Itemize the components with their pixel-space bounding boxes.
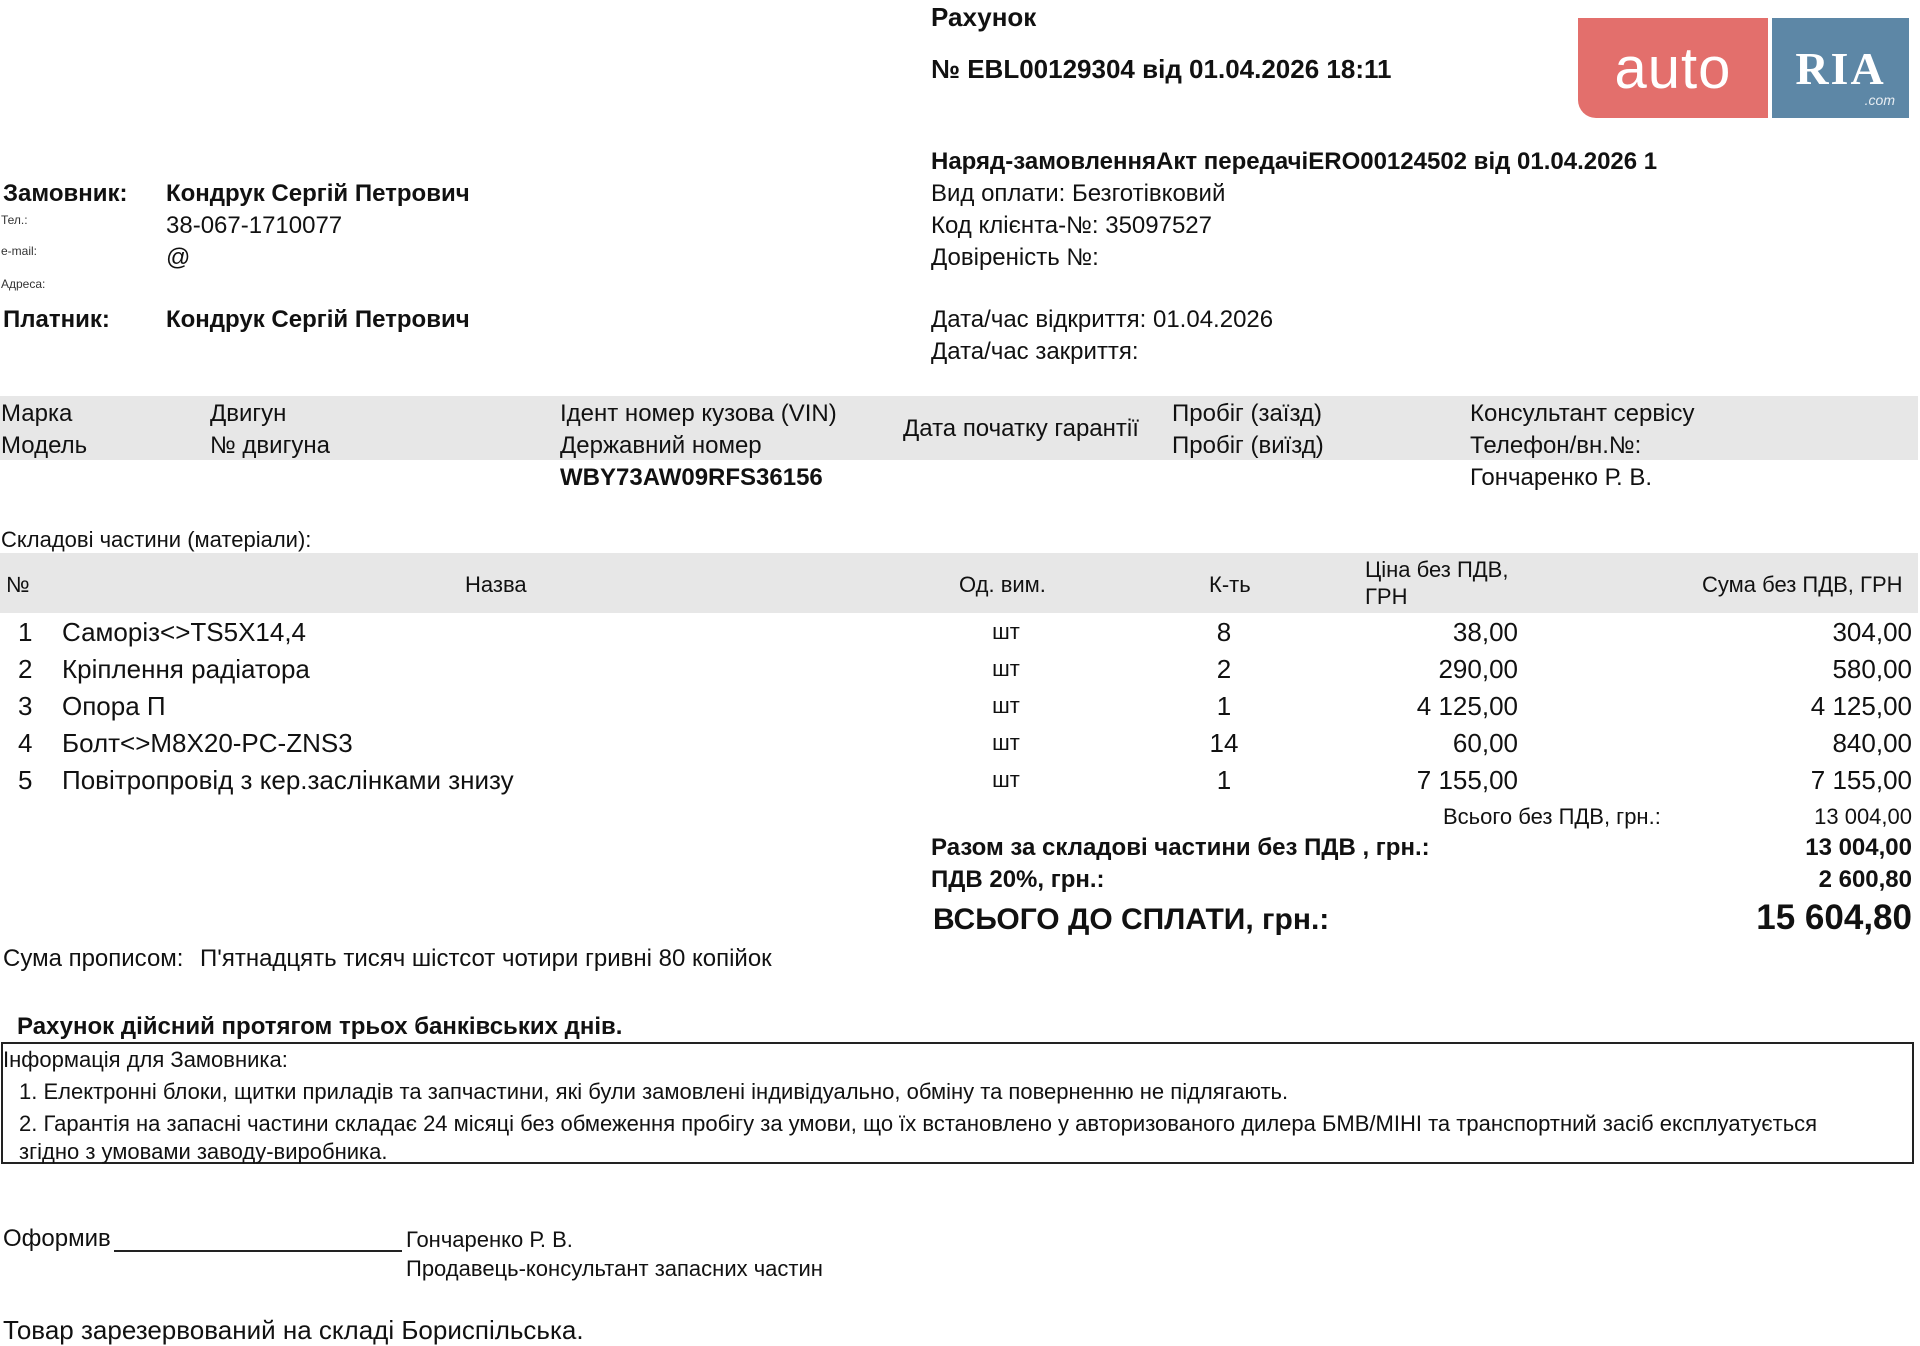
consultant-name: Гончаренко Р. В.: [1470, 464, 1653, 491]
vin-label: Ідент номер кузова (VIN): [560, 400, 837, 427]
grand-total-value: 15 604,80: [1756, 898, 1912, 937]
parts-total-value: 13 004,00: [1805, 834, 1912, 861]
col-header-number: №: [6, 572, 30, 597]
signature-label: Оформив: [3, 1225, 111, 1252]
vin-value: WBY73AW09RFS36156: [560, 464, 823, 491]
customer-phone: 38-067-1710077: [166, 212, 343, 239]
row-sum: 840,00: [1832, 728, 1912, 758]
row-price: 4 125,00: [1416, 691, 1518, 721]
col-header-price-1: Ціна без ПДВ,: [1365, 557, 1509, 582]
proxy-number: Довіреність №:: [931, 244, 1099, 271]
col-header-qty: К-ть: [1209, 572, 1251, 597]
row-price: 290,00: [1438, 654, 1518, 684]
order-line: Наряд-замовленняАкт передачіERO00124502 від 01.04.2026 1: [931, 148, 1658, 175]
invoice-number: № EBL00129304 від 01.04.2026 18:11: [931, 54, 1392, 84]
col-header-unit: Од. вим.: [959, 572, 1046, 597]
amount-words-label: Сума прописом:: [3, 945, 184, 972]
row-name: Кріплення радіатора: [62, 654, 310, 684]
subtotal-value: 13 004,00: [1814, 804, 1912, 829]
row-number: 4: [18, 728, 33, 758]
payer-name: Кондрук Сергій Петрович: [166, 306, 470, 333]
engine-number-label: № двигуна: [210, 432, 330, 459]
phone-label: Тел.:: [1, 213, 28, 227]
mileage-in-label: Пробіг (заїзд): [1172, 400, 1322, 427]
info-item-2b: згідно з умовами заводу-виробника.: [19, 1139, 388, 1164]
row-qty: 14: [1209, 728, 1239, 758]
warranty-start-label: Дата початку гарантії: [903, 415, 1139, 442]
col-header-name: Назва: [465, 572, 527, 597]
model-label: Модель: [1, 432, 88, 459]
reservation-note: Товар зарезервований на складі Бориспільська.: [3, 1315, 584, 1345]
consultant-phone-label: Телефон/вн.№:: [1470, 432, 1642, 459]
subtotal-label: Всього без ПДВ, грн.:: [1443, 804, 1661, 829]
payer-label: Платник:: [3, 306, 110, 333]
col-header-sum: Сума без ПДВ, ГРН: [1702, 572, 1903, 597]
engine-label: Двигун: [210, 400, 287, 427]
row-qty: 2: [1216, 654, 1232, 684]
row-name: Болт<>M8X20-PC-ZNS3: [62, 728, 353, 758]
info-item-1: 1. Електронні блоки, щитки приладів та запчастини, які були замовлені індивідуально, обміну та поверненню не підлягають.: [19, 1079, 1289, 1104]
row-number: 1: [18, 617, 33, 647]
row-sum: 4 125,00: [1810, 691, 1912, 721]
row-qty: 1: [1216, 765, 1232, 795]
plate-label: Державний номер: [560, 432, 762, 459]
row-number: 3: [18, 691, 33, 721]
row-name: Саморіз<>TS5X14,4: [62, 617, 307, 647]
vat-label: ПДВ 20%, грн.:: [931, 866, 1105, 893]
row-sum: 580,00: [1832, 654, 1912, 684]
document-title: Рахунок: [931, 2, 1037, 32]
row-unit: шт: [992, 619, 1020, 644]
customer-email: @: [166, 244, 191, 271]
row-price: 60,00: [1452, 728, 1518, 758]
info-item-2a: 2. Гарантія на запасні частини складає 24 місяці без обмеження пробігу за умови, що їх встановлено у авторизованого дилера БМВ/МІНІ та транспортний засіб експлуатується: [19, 1111, 1818, 1136]
parts-section-title: Складові частини (матеріали):: [1, 527, 312, 552]
client-code: Код клієнта-№: 35097527: [931, 212, 1213, 239]
row-price: 7 155,00: [1416, 765, 1518, 795]
parts-total-label: Разом за складові частини без ПДВ , грн.:: [931, 834, 1430, 861]
row-name: Опора П: [62, 691, 166, 721]
row-unit: шт: [992, 693, 1020, 718]
grand-total-label: ВСЬОГО ДО СПЛАТИ, грн.:: [933, 903, 1330, 936]
brand-label: Марка: [1, 400, 73, 427]
validity-note: Рахунок дійсний протягом трьох банківських днів.: [17, 1013, 623, 1040]
opened-datetime: Дата/час відкриття: 01.04.2026: [931, 306, 1274, 333]
row-name: Повітропровід з кер.заслінками знизу: [62, 765, 514, 795]
signer-role: Продавець-консультант запасних частин: [406, 1256, 823, 1281]
mileage-out-label: Пробіг (виїзд): [1172, 432, 1324, 459]
row-unit: шт: [992, 656, 1020, 681]
signature-line: [114, 1250, 402, 1252]
row-price: 38,00: [1452, 617, 1518, 647]
consultant-label: Консультант сервісу: [1470, 400, 1695, 427]
email-label: e-mail:: [1, 244, 38, 258]
row-unit: шт: [992, 730, 1020, 755]
closed-datetime: Дата/час закриття:: [931, 338, 1139, 365]
row-qty: 1: [1216, 691, 1232, 721]
vat-value: 2 600,80: [1818, 866, 1912, 893]
customer-name: Кондрук Сергій Петрович: [166, 180, 470, 207]
row-unit: шт: [992, 767, 1020, 792]
autoria-logo-ria: RIA .com: [1772, 18, 1909, 118]
payment-type: Вид оплати: Безготівковий: [931, 180, 1226, 207]
signer-name: Гончаренко Р. В.: [406, 1227, 573, 1252]
row-number: 5: [18, 765, 33, 795]
info-title: Інформація для Замовника:: [3, 1047, 288, 1072]
amount-words-value: П'ятнадцять тисяч шістсот чотири гривні 80 копійок: [200, 945, 772, 972]
customer-label: Замовник:: [3, 180, 128, 207]
row-number: 2: [18, 654, 33, 684]
row-sum: 7 155,00: [1810, 765, 1912, 795]
row-sum: 304,00: [1832, 617, 1912, 647]
row-qty: 8: [1216, 617, 1232, 647]
autoria-logo-auto: auto: [1578, 18, 1768, 118]
address-label: Адреса:: [1, 277, 46, 291]
col-header-price-2: ГРН: [1365, 584, 1408, 609]
